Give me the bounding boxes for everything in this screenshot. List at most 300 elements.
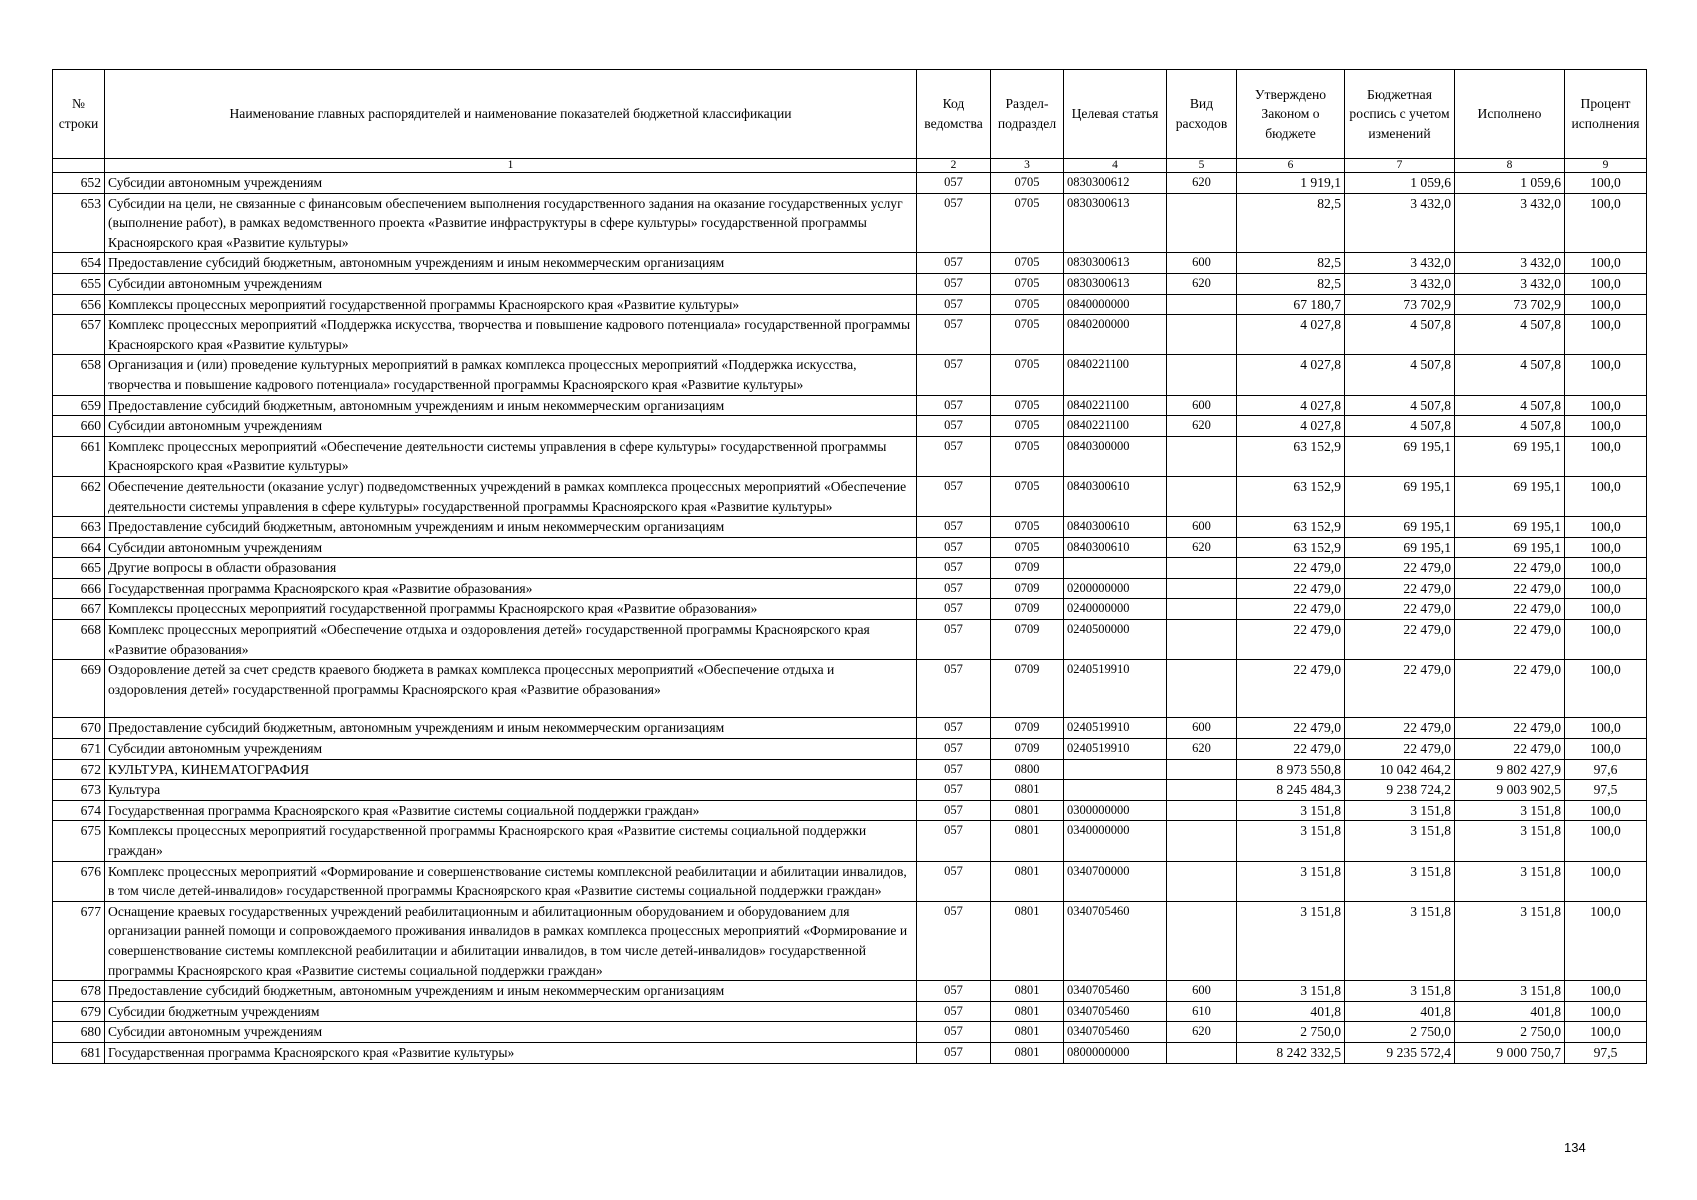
row-budget-amount: 4 507,8 bbox=[1345, 355, 1455, 395]
row-target-article bbox=[1064, 780, 1167, 801]
row-expense-type bbox=[1167, 436, 1237, 476]
row-number: 654 bbox=[53, 253, 105, 274]
table-row bbox=[53, 273, 1647, 294]
row-approved-amount: 63 152,9 bbox=[1237, 517, 1345, 538]
row-department-code: 057 bbox=[917, 1042, 991, 1063]
row-percent: 100,0 bbox=[1565, 1001, 1647, 1022]
row-target-article: 0200000000 bbox=[1064, 578, 1167, 599]
row-budget-amount: 401,8 bbox=[1345, 1001, 1455, 1022]
row-name: Субсидии бюджетным учреждениям bbox=[105, 1001, 917, 1022]
row-expense-type bbox=[1167, 599, 1237, 620]
row-section: 0705 bbox=[991, 517, 1064, 538]
row-executed-amount: 22 479,0 bbox=[1455, 620, 1565, 660]
row-percent: 100,0 bbox=[1565, 558, 1647, 579]
row-executed-amount: 22 479,0 bbox=[1455, 660, 1565, 718]
row-percent: 100,0 bbox=[1565, 476, 1647, 516]
header-row bbox=[53, 70, 1647, 159]
row-expense-type: 620 bbox=[1167, 739, 1237, 760]
row-section: 0709 bbox=[991, 620, 1064, 660]
row-percent: 97,5 bbox=[1565, 780, 1647, 801]
row-executed-amount: 3 151,8 bbox=[1455, 981, 1565, 1002]
row-section: 0709 bbox=[991, 578, 1064, 599]
row-approved-amount: 63 152,9 bbox=[1237, 537, 1345, 558]
row-section: 0705 bbox=[991, 253, 1064, 274]
row-percent: 100,0 bbox=[1565, 436, 1647, 476]
row-section: 0801 bbox=[991, 800, 1064, 821]
row-approved-amount: 22 479,0 bbox=[1237, 620, 1345, 660]
row-name: Комплексы процессных мероприятий государственной программы Красноярского края «Развитие культуры» bbox=[105, 294, 917, 315]
row-percent: 100,0 bbox=[1565, 517, 1647, 538]
row-approved-amount: 2 750,0 bbox=[1237, 1022, 1345, 1043]
row-executed-amount: 22 479,0 bbox=[1455, 718, 1565, 739]
row-executed-amount: 73 702,9 bbox=[1455, 294, 1565, 315]
row-approved-amount: 8 973 550,8 bbox=[1237, 759, 1345, 780]
header-section: Раздел-подраздел bbox=[991, 70, 1064, 159]
row-approved-amount: 63 152,9 bbox=[1237, 476, 1345, 516]
column-number: 1 bbox=[105, 159, 917, 173]
column-number-row bbox=[53, 159, 1647, 173]
row-expense-type: 600 bbox=[1167, 718, 1237, 739]
row-section: 0801 bbox=[991, 780, 1064, 801]
row-department-code: 057 bbox=[917, 1001, 991, 1022]
row-department-code: 057 bbox=[917, 517, 991, 538]
row-expense-type bbox=[1167, 315, 1237, 355]
row-percent: 100,0 bbox=[1565, 821, 1647, 861]
row-percent: 100,0 bbox=[1565, 800, 1647, 821]
row-section: 0709 bbox=[991, 660, 1064, 718]
row-section: 0705 bbox=[991, 537, 1064, 558]
row-percent: 100,0 bbox=[1565, 537, 1647, 558]
row-name: Комплекс процессных мероприятий «Формирование и совершенствование системы комплексной реабилитации и абилитации инвалидов, в том числе детей-инвалидов» государственной программы Красноярского края «Развитие системы социальной поддержки граждан» bbox=[105, 861, 917, 901]
table-row bbox=[53, 620, 1647, 660]
row-executed-amount: 401,8 bbox=[1455, 1001, 1565, 1022]
row-target-article: 0240000000 bbox=[1064, 599, 1167, 620]
row-target-article bbox=[1064, 558, 1167, 579]
row-number: 669 bbox=[53, 660, 105, 718]
row-expense-type bbox=[1167, 861, 1237, 901]
row-budget-amount: 9 238 724,2 bbox=[1345, 780, 1455, 801]
row-name: Организация и (или) проведение культурных мероприятий в рамках комплекса процессных мероприятий «Поддержка искусства, творчества и повышение кадрового потенциала» государственной программы Красноярского края «Развитие культуры» bbox=[105, 355, 917, 395]
row-name: Субсидии автономным учреждениям bbox=[105, 739, 917, 760]
row-approved-amount: 22 479,0 bbox=[1237, 739, 1345, 760]
row-executed-amount: 3 432,0 bbox=[1455, 193, 1565, 253]
row-number: 674 bbox=[53, 800, 105, 821]
row-department-code: 057 bbox=[917, 901, 991, 980]
table-row bbox=[53, 759, 1647, 780]
table-row bbox=[53, 355, 1647, 395]
row-budget-amount: 3 151,8 bbox=[1345, 901, 1455, 980]
table-row bbox=[53, 253, 1647, 274]
row-name: Субсидии автономным учреждениям bbox=[105, 416, 917, 437]
column-number: 8 bbox=[1455, 159, 1565, 173]
row-number: 676 bbox=[53, 861, 105, 901]
row-target-article: 0340000000 bbox=[1064, 821, 1167, 861]
row-approved-amount: 8 245 484,3 bbox=[1237, 780, 1345, 801]
row-target-article: 0340700000 bbox=[1064, 861, 1167, 901]
column-number: 2 bbox=[917, 159, 991, 173]
table-row bbox=[53, 537, 1647, 558]
row-expense-type bbox=[1167, 800, 1237, 821]
row-section: 0709 bbox=[991, 599, 1064, 620]
row-approved-amount: 63 152,9 bbox=[1237, 436, 1345, 476]
row-budget-amount: 4 507,8 bbox=[1345, 416, 1455, 437]
row-number: 670 bbox=[53, 718, 105, 739]
row-section: 0705 bbox=[991, 395, 1064, 416]
row-executed-amount: 22 479,0 bbox=[1455, 739, 1565, 760]
row-target-article: 0340705460 bbox=[1064, 1001, 1167, 1022]
header-executed: Исполнено bbox=[1455, 70, 1565, 159]
row-expense-type: 600 bbox=[1167, 517, 1237, 538]
row-name: Предоставление субсидий бюджетным, автономным учреждениям и иным некоммерческим организациям bbox=[105, 395, 917, 416]
row-number: 656 bbox=[53, 294, 105, 315]
row-percent: 100,0 bbox=[1565, 416, 1647, 437]
row-department-code: 057 bbox=[917, 558, 991, 579]
row-number: 678 bbox=[53, 981, 105, 1002]
row-budget-amount: 73 702,9 bbox=[1345, 294, 1455, 315]
row-department-code: 057 bbox=[917, 395, 991, 416]
row-name: Комплексы процессных мероприятий государственной программы Красноярского края «Развитие системы социальной поддержки граждан» bbox=[105, 821, 917, 861]
row-approved-amount: 22 479,0 bbox=[1237, 558, 1345, 579]
row-executed-amount: 69 195,1 bbox=[1455, 436, 1565, 476]
row-section: 0800 bbox=[991, 759, 1064, 780]
row-percent: 100,0 bbox=[1565, 315, 1647, 355]
column-number: 6 bbox=[1237, 159, 1345, 173]
row-department-code: 057 bbox=[917, 599, 991, 620]
row-department-code: 057 bbox=[917, 416, 991, 437]
row-approved-amount: 8 242 332,5 bbox=[1237, 1042, 1345, 1063]
row-department-code: 057 bbox=[917, 355, 991, 395]
row-section: 0705 bbox=[991, 273, 1064, 294]
table-row bbox=[53, 821, 1647, 861]
row-department-code: 057 bbox=[917, 759, 991, 780]
row-percent: 100,0 bbox=[1565, 193, 1647, 253]
row-percent: 100,0 bbox=[1565, 253, 1647, 274]
row-executed-amount: 9 000 750,7 bbox=[1455, 1042, 1565, 1063]
column-number: 9 bbox=[1565, 159, 1647, 173]
table-row bbox=[53, 660, 1647, 718]
row-section: 0705 bbox=[991, 294, 1064, 315]
row-percent: 100,0 bbox=[1565, 901, 1647, 980]
row-budget-amount: 22 479,0 bbox=[1345, 599, 1455, 620]
table-row bbox=[53, 476, 1647, 516]
row-name: Культура bbox=[105, 780, 917, 801]
row-executed-amount: 3 432,0 bbox=[1455, 253, 1565, 274]
row-approved-amount: 4 027,8 bbox=[1237, 315, 1345, 355]
table-row bbox=[53, 861, 1647, 901]
table-row bbox=[53, 1042, 1647, 1063]
header-budget-schedule: Бюджетная роспись с учетом изменений bbox=[1345, 70, 1455, 159]
row-number: 655 bbox=[53, 273, 105, 294]
row-section: 0709 bbox=[991, 558, 1064, 579]
table-row bbox=[53, 718, 1647, 739]
row-expense-type bbox=[1167, 558, 1237, 579]
row-budget-amount: 2 750,0 bbox=[1345, 1022, 1455, 1043]
row-budget-amount: 3 432,0 bbox=[1345, 193, 1455, 253]
row-name: Обеспечение деятельности (оказание услуг) подведомственных учреждений в рамках комплекса процессных мероприятий «Обеспечение деятельности системы управления в сфере культуры» государственной программы Красноярского края «Развитие культуры» bbox=[105, 476, 917, 516]
row-percent: 100,0 bbox=[1565, 599, 1647, 620]
row-approved-amount: 3 151,8 bbox=[1237, 800, 1345, 821]
row-percent: 97,5 bbox=[1565, 1042, 1647, 1063]
row-number: 667 bbox=[53, 599, 105, 620]
row-budget-amount: 3 151,8 bbox=[1345, 821, 1455, 861]
row-executed-amount: 69 195,1 bbox=[1455, 476, 1565, 516]
row-target-article: 0840300610 bbox=[1064, 517, 1167, 538]
table-row bbox=[53, 1022, 1647, 1043]
row-budget-amount: 69 195,1 bbox=[1345, 537, 1455, 558]
row-executed-amount: 3 151,8 bbox=[1455, 861, 1565, 901]
row-number: 662 bbox=[53, 476, 105, 516]
row-department-code: 057 bbox=[917, 620, 991, 660]
row-section: 0709 bbox=[991, 718, 1064, 739]
row-department-code: 057 bbox=[917, 436, 991, 476]
row-section: 0709 bbox=[991, 739, 1064, 760]
header-expense-type: Вид расходов bbox=[1167, 70, 1237, 159]
row-department-code: 057 bbox=[917, 537, 991, 558]
row-executed-amount: 22 479,0 bbox=[1455, 558, 1565, 579]
row-approved-amount: 3 151,8 bbox=[1237, 981, 1345, 1002]
row-target-article: 0830300612 bbox=[1064, 173, 1167, 194]
table-row bbox=[53, 578, 1647, 599]
row-budget-amount: 3 151,8 bbox=[1345, 800, 1455, 821]
row-executed-amount: 3 151,8 bbox=[1455, 901, 1565, 980]
header-target-article: Целевая статья bbox=[1064, 70, 1167, 159]
row-section: 0801 bbox=[991, 1001, 1064, 1022]
row-number: 679 bbox=[53, 1001, 105, 1022]
row-executed-amount: 4 507,8 bbox=[1455, 315, 1565, 355]
row-approved-amount: 22 479,0 bbox=[1237, 718, 1345, 739]
column-number bbox=[53, 159, 105, 173]
row-target-article: 0800000000 bbox=[1064, 1042, 1167, 1063]
row-department-code: 057 bbox=[917, 861, 991, 901]
row-approved-amount: 82,5 bbox=[1237, 193, 1345, 253]
table-row bbox=[53, 294, 1647, 315]
row-name: Субсидии на цели, не связанные с финансовым обеспечением выполнения государственного задания на оказание государственных услуг (выполнение работ), в рамках ведомственного проекта «Развитие инфраструктуры в сфере культуры» государственной программы Красноярского края «Развитие культуры» bbox=[105, 193, 917, 253]
row-section: 0801 bbox=[991, 901, 1064, 980]
header-percent: Процент исполнения bbox=[1565, 70, 1647, 159]
row-section: 0705 bbox=[991, 355, 1064, 395]
row-expense-type bbox=[1167, 1042, 1237, 1063]
row-name: Другие вопросы в области образования bbox=[105, 558, 917, 579]
row-name: Комплексы процессных мероприятий государственной программы Красноярского края «Развитие образования» bbox=[105, 599, 917, 620]
row-number: 665 bbox=[53, 558, 105, 579]
row-name: КУЛЬТУРА, КИНЕМАТОГРАФИЯ bbox=[105, 759, 917, 780]
row-number: 668 bbox=[53, 620, 105, 660]
table-row bbox=[53, 517, 1647, 538]
table-row bbox=[53, 599, 1647, 620]
table-row bbox=[53, 315, 1647, 355]
row-expense-type: 600 bbox=[1167, 981, 1237, 1002]
row-department-code: 057 bbox=[917, 718, 991, 739]
row-expense-type: 600 bbox=[1167, 253, 1237, 274]
row-name: Предоставление субсидий бюджетным, автономным учреждениям и иным некоммерческим организациям bbox=[105, 253, 917, 274]
row-number: 681 bbox=[53, 1042, 105, 1063]
row-department-code: 057 bbox=[917, 273, 991, 294]
row-budget-amount: 69 195,1 bbox=[1345, 517, 1455, 538]
row-target-article: 0240500000 bbox=[1064, 620, 1167, 660]
row-name: Субсидии автономным учреждениям bbox=[105, 173, 917, 194]
row-number: 664 bbox=[53, 537, 105, 558]
row-percent: 100,0 bbox=[1565, 981, 1647, 1002]
row-number: 660 bbox=[53, 416, 105, 437]
row-name: Комплекс процессных мероприятий «Обеспечение отдыха и оздоровления детей» государственной программы Красноярского края «Развитие образования» bbox=[105, 620, 917, 660]
row-target-article: 0830300613 bbox=[1064, 253, 1167, 274]
row-target-article: 0840221100 bbox=[1064, 395, 1167, 416]
row-approved-amount: 3 151,8 bbox=[1237, 821, 1345, 861]
row-department-code: 057 bbox=[917, 739, 991, 760]
row-number: 675 bbox=[53, 821, 105, 861]
row-target-article: 0240519910 bbox=[1064, 739, 1167, 760]
row-percent: 100,0 bbox=[1565, 718, 1647, 739]
row-approved-amount: 82,5 bbox=[1237, 273, 1345, 294]
row-expense-type bbox=[1167, 620, 1237, 660]
row-name: Предоставление субсидий бюджетным, автономным учреждениям и иным некоммерческим организациям bbox=[105, 517, 917, 538]
row-name: Оснащение краевых государственных учреждений реабилитационным и абилитационным оборудованием и оборудованием для организации ранней помощи и сопровождаемого проживания инвалидов в рамках комплекса процессных мероприятий «Формирование и совершенствование системы комплексной реабилитации и абилитации инвалидов, в том числе детей-инвалидов» государственной программы Красноярского края «Развитие системы социальной поддержки граждан» bbox=[105, 901, 917, 980]
row-expense-type: 600 bbox=[1167, 395, 1237, 416]
row-percent: 100,0 bbox=[1565, 620, 1647, 660]
row-percent: 100,0 bbox=[1565, 355, 1647, 395]
row-target-article: 0840221100 bbox=[1064, 355, 1167, 395]
row-section: 0705 bbox=[991, 476, 1064, 516]
row-approved-amount: 22 479,0 bbox=[1237, 660, 1345, 718]
table-header bbox=[53, 70, 1647, 173]
row-percent: 97,6 bbox=[1565, 759, 1647, 780]
row-budget-amount: 3 151,8 bbox=[1345, 861, 1455, 901]
row-budget-amount: 22 479,0 bbox=[1345, 558, 1455, 579]
row-target-article: 0830300613 bbox=[1064, 193, 1167, 253]
row-number: 657 bbox=[53, 315, 105, 355]
row-section: 0801 bbox=[991, 1042, 1064, 1063]
row-target-article: 0830300613 bbox=[1064, 273, 1167, 294]
row-budget-amount: 22 479,0 bbox=[1345, 718, 1455, 739]
row-name: Предоставление субсидий бюджетным, автономным учреждениям и иным некоммерческим организациям bbox=[105, 981, 917, 1002]
row-section: 0705 bbox=[991, 193, 1064, 253]
row-budget-amount: 4 507,8 bbox=[1345, 315, 1455, 355]
row-approved-amount: 4 027,8 bbox=[1237, 395, 1345, 416]
row-executed-amount: 69 195,1 bbox=[1455, 537, 1565, 558]
table-row bbox=[53, 780, 1647, 801]
header-approved: Утверждено Законом о бюджете bbox=[1237, 70, 1345, 159]
column-number: 5 bbox=[1167, 159, 1237, 173]
row-budget-amount: 22 479,0 bbox=[1345, 739, 1455, 760]
row-expense-type bbox=[1167, 901, 1237, 980]
table-row bbox=[53, 981, 1647, 1002]
row-budget-amount: 69 195,1 bbox=[1345, 436, 1455, 476]
row-target-article: 0840300610 bbox=[1064, 537, 1167, 558]
row-executed-amount: 22 479,0 bbox=[1455, 578, 1565, 599]
row-percent: 100,0 bbox=[1565, 861, 1647, 901]
row-percent: 100,0 bbox=[1565, 1022, 1647, 1043]
row-target-article: 0840300610 bbox=[1064, 476, 1167, 516]
row-section: 0705 bbox=[991, 416, 1064, 437]
row-approved-amount: 67 180,7 bbox=[1237, 294, 1345, 315]
row-expense-type bbox=[1167, 476, 1237, 516]
row-number: 671 bbox=[53, 739, 105, 760]
row-name: Оздоровление детей за счет средств краевого бюджета в рамках комплекса процессных мероприятий «Обеспечение отдыха и оздоровления детей» государственной программы Красноярского края «Развитие образования» bbox=[105, 660, 917, 718]
row-department-code: 057 bbox=[917, 476, 991, 516]
row-approved-amount: 3 151,8 bbox=[1237, 861, 1345, 901]
row-name: Государственная программа Красноярского края «Развитие системы социальной поддержки граждан» bbox=[105, 800, 917, 821]
row-section: 0705 bbox=[991, 173, 1064, 194]
row-section: 0705 bbox=[991, 436, 1064, 476]
row-budget-amount: 9 235 572,4 bbox=[1345, 1042, 1455, 1063]
row-department-code: 057 bbox=[917, 193, 991, 253]
header-department-code: Код ведомства bbox=[917, 70, 991, 159]
row-budget-amount: 22 479,0 bbox=[1345, 578, 1455, 599]
row-percent: 100,0 bbox=[1565, 273, 1647, 294]
row-approved-amount: 401,8 bbox=[1237, 1001, 1345, 1022]
row-number: 653 bbox=[53, 193, 105, 253]
row-target-article bbox=[1064, 759, 1167, 780]
table-row bbox=[53, 739, 1647, 760]
row-name: Субсидии автономным учреждениям bbox=[105, 1022, 917, 1043]
row-section: 0801 bbox=[991, 981, 1064, 1002]
row-department-code: 057 bbox=[917, 780, 991, 801]
row-department-code: 057 bbox=[917, 253, 991, 274]
row-executed-amount: 9 802 427,9 bbox=[1455, 759, 1565, 780]
row-approved-amount: 82,5 bbox=[1237, 253, 1345, 274]
row-number: 672 bbox=[53, 759, 105, 780]
row-number: 659 bbox=[53, 395, 105, 416]
row-approved-amount: 1 919,1 bbox=[1237, 173, 1345, 194]
row-budget-amount: 22 479,0 bbox=[1345, 660, 1455, 718]
table-row bbox=[53, 1001, 1647, 1022]
row-expense-type: 620 bbox=[1167, 1022, 1237, 1043]
row-target-article: 0340705460 bbox=[1064, 981, 1167, 1002]
column-number: 3 bbox=[991, 159, 1064, 173]
row-target-article: 0240519910 bbox=[1064, 660, 1167, 718]
row-number: 677 bbox=[53, 901, 105, 980]
row-expense-type: 610 bbox=[1167, 1001, 1237, 1022]
row-percent: 100,0 bbox=[1565, 294, 1647, 315]
row-executed-amount: 1 059,6 bbox=[1455, 173, 1565, 194]
row-expense-type bbox=[1167, 780, 1237, 801]
table-body bbox=[53, 173, 1647, 1064]
row-percent: 100,0 bbox=[1565, 739, 1647, 760]
row-number: 666 bbox=[53, 578, 105, 599]
row-target-article: 0840000000 bbox=[1064, 294, 1167, 315]
table-row bbox=[53, 800, 1647, 821]
row-executed-amount: 4 507,8 bbox=[1455, 416, 1565, 437]
row-expense-type: 620 bbox=[1167, 416, 1237, 437]
column-number: 4 bbox=[1064, 159, 1167, 173]
row-number: 661 bbox=[53, 436, 105, 476]
row-expense-type: 620 bbox=[1167, 273, 1237, 294]
row-number: 680 bbox=[53, 1022, 105, 1043]
row-expense-type bbox=[1167, 355, 1237, 395]
row-budget-amount: 22 479,0 bbox=[1345, 620, 1455, 660]
row-department-code: 057 bbox=[917, 315, 991, 355]
row-executed-amount: 9 003 902,5 bbox=[1455, 780, 1565, 801]
row-budget-amount: 10 042 464,2 bbox=[1345, 759, 1455, 780]
budget-execution-table bbox=[52, 69, 1647, 1064]
row-section: 0705 bbox=[991, 315, 1064, 355]
row-department-code: 057 bbox=[917, 173, 991, 194]
table-row bbox=[53, 558, 1647, 579]
row-department-code: 057 bbox=[917, 1022, 991, 1043]
column-number: 7 bbox=[1345, 159, 1455, 173]
row-number: 663 bbox=[53, 517, 105, 538]
row-executed-amount: 3 151,8 bbox=[1455, 800, 1565, 821]
row-department-code: 057 bbox=[917, 821, 991, 861]
row-budget-amount: 3 151,8 bbox=[1345, 981, 1455, 1002]
row-percent: 100,0 bbox=[1565, 173, 1647, 194]
row-executed-amount: 69 195,1 bbox=[1455, 517, 1565, 538]
row-approved-amount: 4 027,8 bbox=[1237, 416, 1345, 437]
row-approved-amount: 22 479,0 bbox=[1237, 599, 1345, 620]
row-budget-amount: 3 432,0 bbox=[1345, 273, 1455, 294]
header-row-number: № строки bbox=[53, 70, 105, 159]
row-expense-type bbox=[1167, 294, 1237, 315]
